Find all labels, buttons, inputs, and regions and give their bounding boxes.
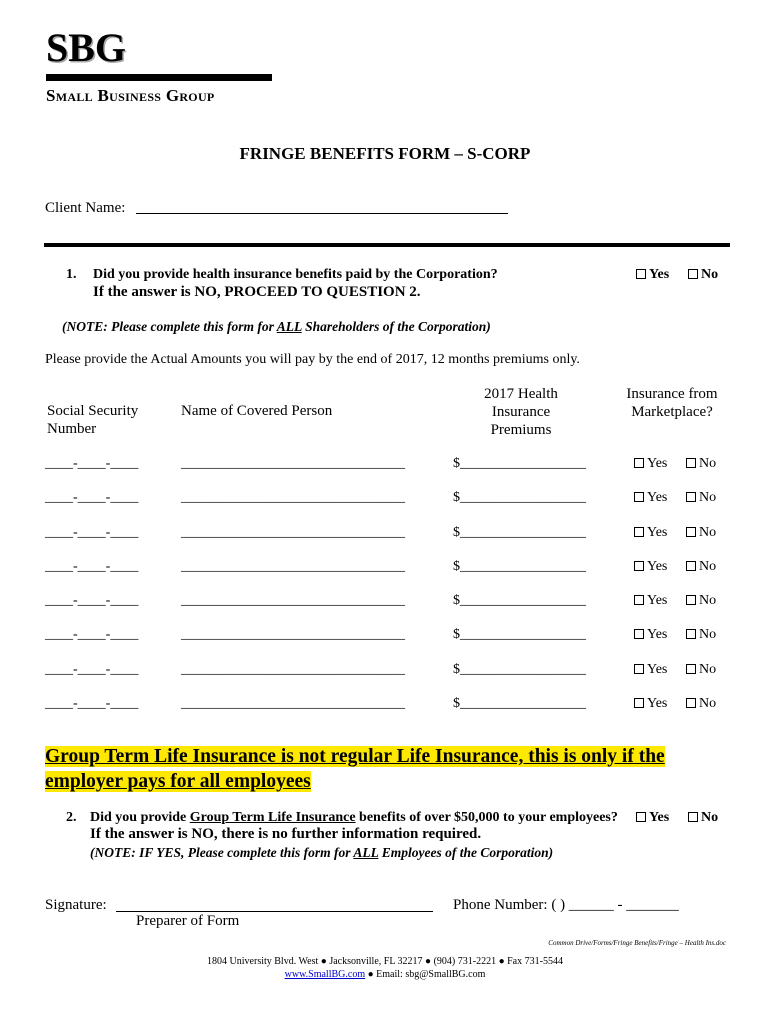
marketplace-yes-checkbox[interactable]: Yes (634, 593, 667, 609)
table-row (0, 559, 770, 579)
logo-name: Small Business Group (46, 86, 215, 105)
group-term-life-banner (45, 744, 665, 794)
covered-person-field[interactable]: ________________________________ (181, 627, 405, 642)
q1-followup: If the answer is NO, PROCEED TO QUESTION 2. (93, 284, 421, 300)
client-name-field[interactable] (136, 213, 508, 214)
ssn-field[interactable]: ____-____-____ (45, 593, 139, 608)
marketplace-yes-checkbox[interactable]: Yes (634, 559, 667, 575)
ssn-field[interactable]: ____-____-____ (45, 456, 139, 471)
instructions: Please provide the Actual Amounts you will pay by the end of 2017, 12 months premiums only. (45, 352, 580, 367)
header-name: Name of Covered Person (181, 403, 333, 419)
checkbox-icon (634, 492, 644, 502)
document-path: Common Drive/Forms/Fringe Benefits/Fringe – Health Ins.doc (548, 939, 726, 947)
q1-no-label: No (701, 267, 719, 282)
q2-no-checkbox[interactable] (688, 810, 718, 826)
banner-line-2: employer pays for all employees (45, 771, 311, 792)
q2-number: 2. (66, 810, 77, 825)
table-row (0, 696, 770, 716)
checkbox-icon (686, 698, 696, 708)
marketplace-yes-checkbox[interactable]: Yes (634, 627, 667, 643)
ssn-field[interactable]: ____-____-____ (45, 696, 139, 711)
q1-note: (NOTE: Please complete this form for ALL Shareholders of the Corporation) (62, 319, 491, 334)
table-row (0, 593, 770, 613)
covered-person-field[interactable]: ________________________________ (181, 490, 405, 505)
checkbox-icon (686, 595, 696, 605)
checkbox-icon (688, 812, 698, 822)
table-row (0, 525, 770, 545)
q1-number: 1. (66, 267, 77, 282)
ssn-field[interactable]: ____-____-____ (45, 559, 139, 574)
q2-yes-checkbox[interactable] (636, 810, 669, 826)
checkbox-icon (688, 269, 698, 279)
marketplace-no-checkbox[interactable]: No (686, 696, 716, 712)
marketplace-yes-checkbox[interactable]: Yes (634, 696, 667, 712)
checkbox-icon (634, 629, 644, 639)
ssn-field[interactable]: ____-____-____ (45, 627, 139, 642)
checkbox-icon (686, 664, 696, 674)
table-row (0, 627, 770, 647)
banner-line-1: Group Term Life Insurance is not regular Life Insurance, this is only if the (45, 746, 665, 767)
marketplace-no-checkbox[interactable]: No (686, 559, 716, 575)
form-title: FRINGE BENEFITS FORM – S-CORP (239, 144, 531, 163)
marketplace-no-checkbox[interactable]: No (686, 662, 716, 678)
ssn-field[interactable]: ____-____-____ (45, 662, 139, 677)
checkbox-icon (634, 698, 644, 708)
divider (44, 243, 730, 247)
preparer-label: Preparer of Form (136, 913, 240, 929)
marketplace-yes-checkbox[interactable]: Yes (634, 490, 667, 506)
footer-contact: www.SmallBG.com ● Email: sbg@SmallBG.com (284, 969, 486, 980)
signature-field[interactable] (116, 911, 433, 912)
checkbox-icon (634, 561, 644, 571)
premium-field[interactable]: $__________________ (453, 593, 586, 608)
ssn-field[interactable]: ____-____-____ (45, 490, 139, 505)
q1-question: Did you provide health insurance benefits paid by the Corporation? (93, 267, 498, 282)
footer-address: 1804 University Blvd. West ● Jacksonville, FL 32217 ● (904) 731-2221 ● Fax 731-5544 (207, 956, 563, 967)
q1-no-checkbox[interactable] (688, 267, 718, 283)
marketplace-no-checkbox[interactable]: No (686, 490, 716, 506)
checkbox-icon (636, 269, 646, 279)
q2-yes-label: Yes (649, 810, 670, 825)
covered-person-field[interactable]: ________________________________ (181, 525, 405, 540)
logo-bar (46, 74, 272, 81)
q2-question: Did you provide Group Term Life Insurance benefits of over $50,000 to your employees? (90, 810, 618, 825)
ssn-field[interactable]: ____-____-____ (45, 525, 139, 540)
checkbox-icon (686, 561, 696, 571)
premium-field[interactable]: $__________________ (453, 456, 586, 471)
q2-note: (NOTE: IF YES, Please complete this form for ALL Employees of the Corporation) (90, 845, 554, 860)
covered-person-field[interactable]: ________________________________ (181, 662, 405, 677)
header-premium: 2017 Health Insurance Premiums (484, 386, 558, 438)
checkbox-icon (634, 595, 644, 605)
phone-number-field[interactable]: Phone Number: ( ) ______ - _______ (453, 897, 679, 913)
checkbox-icon (686, 629, 696, 639)
marketplace-yes-checkbox[interactable]: Yes (634, 662, 667, 678)
table-row (0, 662, 770, 682)
checkbox-icon (634, 458, 644, 468)
signature-label: Signature: (45, 897, 107, 913)
premium-field[interactable]: $__________________ (453, 490, 586, 505)
marketplace-no-checkbox[interactable]: No (686, 525, 716, 541)
checkbox-icon (636, 812, 646, 822)
marketplace-no-checkbox[interactable]: No (686, 593, 716, 609)
header-ssn: Social Security Number (47, 403, 139, 437)
checkbox-icon (686, 492, 696, 502)
premium-field[interactable]: $__________________ (453, 696, 586, 711)
checkbox-icon (634, 527, 644, 537)
checkbox-icon (686, 527, 696, 537)
marketplace-yes-checkbox[interactable]: Yes (634, 525, 667, 541)
q1-yes-checkbox[interactable] (636, 267, 669, 283)
covered-person-field[interactable]: ________________________________ (181, 559, 405, 574)
marketplace-no-checkbox[interactable]: No (686, 456, 716, 472)
q1-yes-label: Yes (649, 267, 670, 282)
covered-person-field[interactable]: ________________________________ (181, 696, 405, 711)
q2-no-label: No (701, 810, 719, 825)
email-text: sbg@SmallBG.com (405, 969, 486, 980)
website-link[interactable]: www.SmallBG.com (284, 969, 366, 980)
table-row (0, 456, 770, 476)
premium-field[interactable]: $__________________ (453, 525, 586, 540)
marketplace-yes-checkbox[interactable]: Yes (634, 456, 667, 472)
table-row (0, 490, 770, 510)
covered-person-field[interactable]: ________________________________ (181, 593, 405, 608)
q2-followup: If the answer is NO, there is no further information required. (90, 826, 482, 842)
premium-field[interactable]: $__________________ (453, 627, 586, 642)
checkbox-icon (686, 458, 696, 468)
logo-mark: SBG (46, 25, 127, 70)
checkbox-icon (634, 664, 644, 674)
covered-person-field[interactable]: ________________________________ (181, 456, 405, 471)
header-marketplace: Insurance from Marketplace? (626, 386, 718, 420)
marketplace-no-checkbox[interactable]: No (686, 627, 716, 643)
premium-field[interactable]: $__________________ (453, 662, 586, 677)
premium-field[interactable]: $__________________ (453, 559, 586, 574)
client-name-label: Client Name: (45, 200, 126, 216)
